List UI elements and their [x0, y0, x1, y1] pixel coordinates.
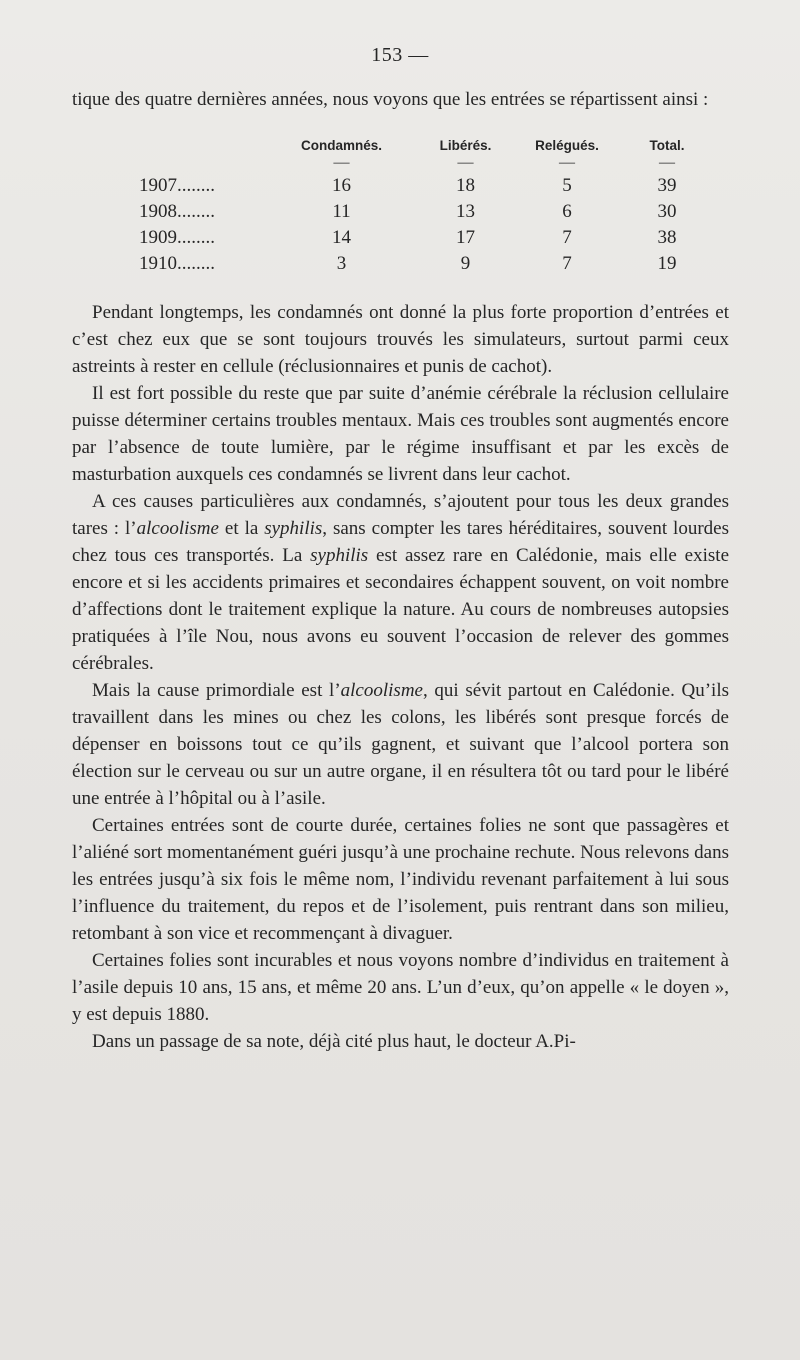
table-cell-condamnes: 11 [332, 201, 351, 222]
table-cell-condamnes: 14 [332, 227, 351, 248]
paragraph-4 [72, 677, 729, 812]
table-cell-year: 1908........ [139, 201, 215, 222]
paragraph-3 [72, 488, 729, 677]
table-cell-liberes: 17 [456, 227, 475, 248]
table-cell-liberes: 13 [456, 201, 475, 222]
table-row [139, 173, 717, 199]
table-row [139, 251, 717, 277]
table-cell-condamnes: 3 [336, 253, 347, 274]
table-cell-total: 39 [657, 175, 677, 196]
paragraph-1: Pendant longtemps, les condamnés ont donné la plus forte proportion d’entrées et c’est chez eux que se sont toujours trouvés les simulateurs, surtout parmi ceux astreints à rester en cellule (réclusionnaires et punis de cachot). [72, 302, 729, 377]
paragraph-6: Certaines folies sont incurables et nous voyons nombre d’individus en traitement à l’asile depuis 10 ans, 15 ans, et même 20 ans. L’un d’eux, qu’on appelle « le doyen », y est depuis 1880. [72, 950, 729, 1025]
table-cell-year: 1910........ [139, 253, 215, 274]
table-cell-relegues: 7 [562, 227, 572, 248]
emphasis-syphilis: syphilis [310, 545, 369, 566]
admissions-table [139, 131, 717, 277]
emphasis-alcoolisme: alcoolisme [340, 680, 423, 701]
table-header-relegues: Relégués. [535, 138, 599, 153]
table-header-condamnes: Condamnés. [300, 138, 382, 153]
table-dash-row [139, 153, 717, 173]
emphasis-syphilis: syphilis [264, 518, 323, 539]
paragraph-3-text: , sans compter les tares héréditaires, souvent lourdes chez tous ces transportés. La [72, 518, 729, 566]
table-cell-liberes: 9 [460, 253, 471, 274]
table-header-row [139, 131, 717, 153]
paragraph-4-text: , qui sévit partout en Calédonie. Qu’ils travaillent dans les mines ou chez les colons, les libérés sont presque forcés de dépenser en boissons tout ce qu’ils gagnent, et suivant que l’alcool portera son élection sur le cerveau ou sur un autre organe, il en résultera tôt ou tard pour le libéré une entrée à l’hôpital ou à l’asile. [72, 680, 729, 809]
table-dash: — [559, 154, 575, 171]
table-header-year [139, 131, 269, 153]
emphasis-alcoolisme: alcoolisme [136, 518, 219, 539]
paragraph-2: Il est fort possible du reste que par suite d’anémie cérébrale la réclusion cellulaire puisse déterminer certains troubles mentaux. Mais ces troubles sont augmentés encore par l’absence de toute lumière, par le régime insuffisant et par les excès de masturbation auxquels ces condamnés se livrent dans leur cachot. [72, 383, 729, 485]
table-cell-year: 1907........ [139, 175, 215, 196]
paragraph-5: Certaines entrées sont de courte durée, certaines folies ne sont que passagères et l’aliéné sort momentanément guéri jusqu’à une prochaine rechute. Nous relevons dans les entrées jusqu’à six fois le même nom, l’individu revenant parfaitement à lui sous l’influence du traitement, du repos et de l’isolement, puis rentrant dans son milieu, retombant à son vice et recommençant à divaguer. [72, 815, 729, 944]
table-dash: — [457, 154, 474, 171]
table-header-total: Total. [649, 138, 685, 153]
table-dash: — [333, 154, 350, 171]
table-dash: — [659, 154, 675, 171]
table-cell-total: 38 [657, 227, 677, 248]
page-number: 153 — [371, 44, 429, 66]
table-cell-total: 19 [657, 253, 677, 274]
table-row [139, 199, 717, 225]
table-cell-year: 1909........ [139, 227, 215, 248]
paragraph-3-text: est assez rare en Calédonie, mais elle existe encore et si les accidents primaires et secondaires échappent souvent, on voit nombre d’affections dont le traitement explique la nature. Au cours de nombreuses autopsies pratiquées à l’île Nou, nous avons eu souvent l’occasion de relever des gommes cérébrales. [72, 545, 730, 674]
paragraph-3-text: et la [218, 518, 265, 539]
table-cell-relegues: 6 [562, 201, 572, 222]
paragraph-7: Dans un passage de sa note, déjà cité plus haut, le docteur A.Pi- [92, 1031, 576, 1052]
table-cell-condamnes: 16 [332, 175, 351, 196]
table-header-liberes: Libérés. [439, 138, 492, 153]
table-cell-relegues: 5 [562, 175, 572, 196]
paragraph-3-text: A ces causes particulières aux condamnés, s’ajoutent pour tous les deux grandes tares : l’ [72, 491, 729, 539]
table-cell-relegues: 7 [562, 253, 572, 274]
page-body [72, 86, 729, 1055]
table-dash-spacer [139, 153, 269, 173]
intro-paragraph: tique des quatre dernières années, nous voyons que les entrées se répartissent ainsi : [72, 89, 709, 110]
table-cell-total: 30 [657, 201, 677, 222]
table-cell-liberes: 18 [456, 175, 475, 196]
paragraph-4-text: Mais la cause primordiale est l’ [92, 680, 341, 701]
table-row [139, 225, 717, 251]
